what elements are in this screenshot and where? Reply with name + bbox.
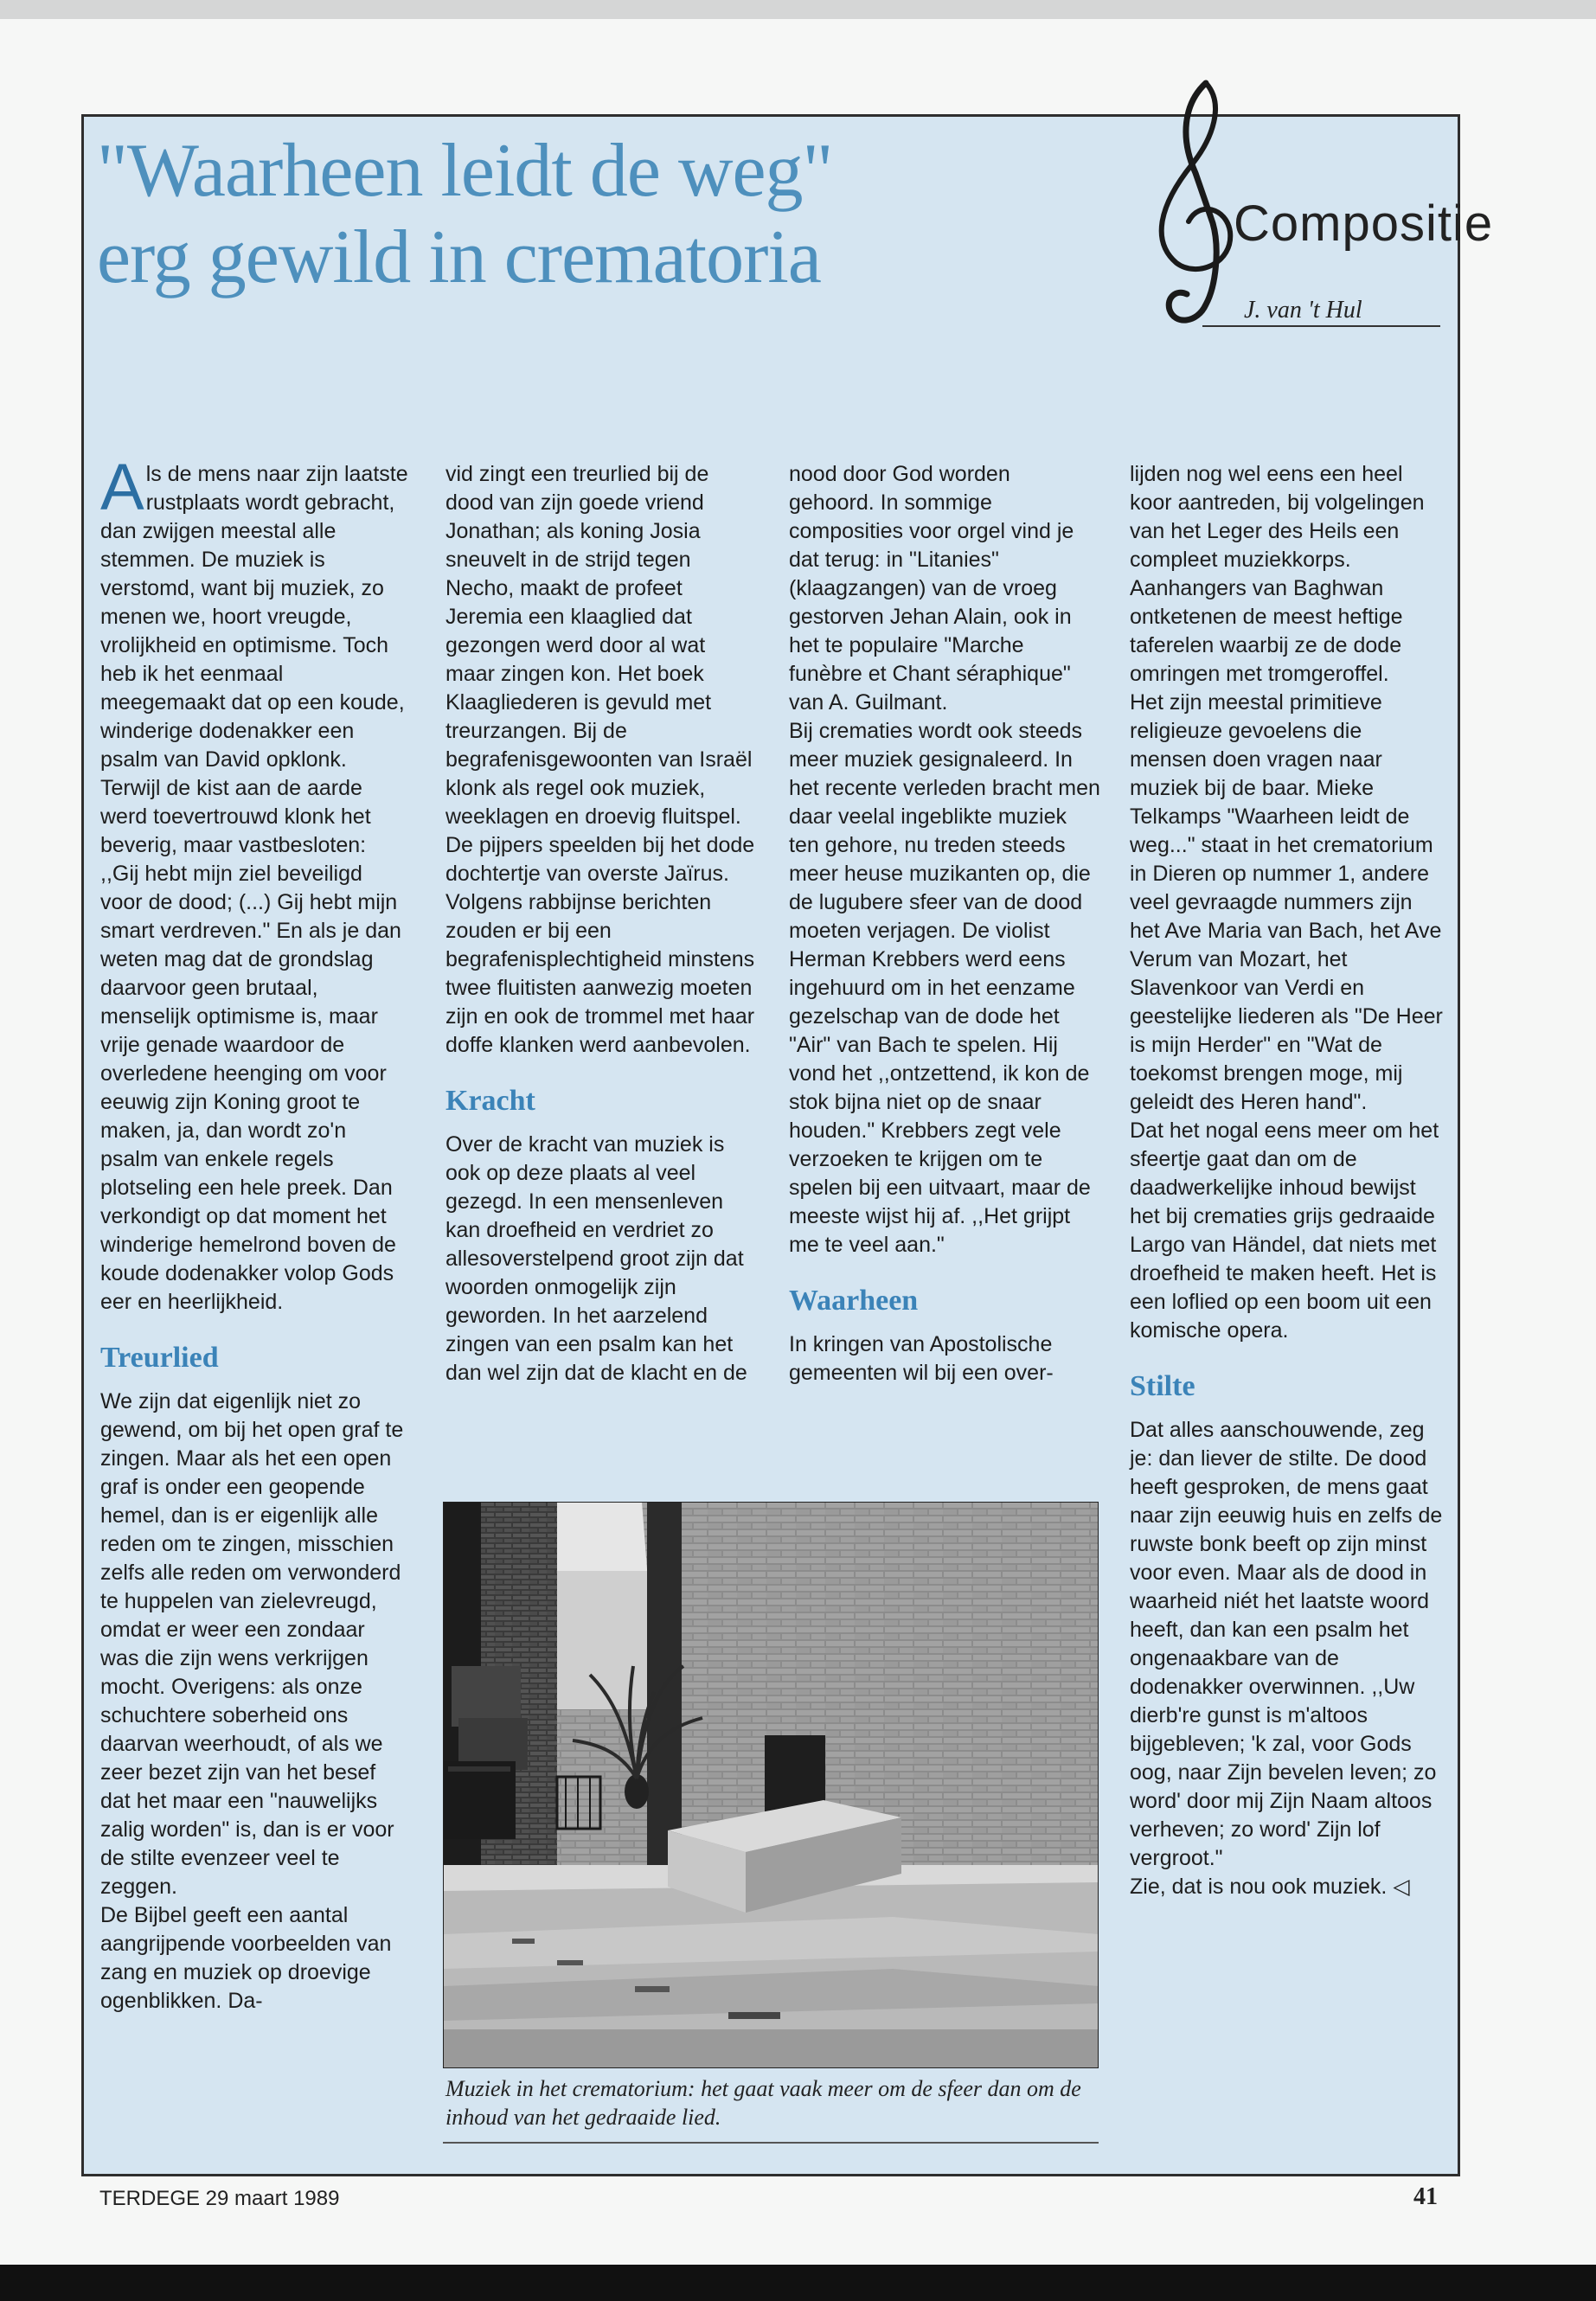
paragraph: Over de kracht van muziek is ook op deze plaats al veel gezegd. In een mensenleven kan droefheid en verdriet zo allesoverstelpend groot zijn dat woorden onmogelijk zijn geworden. In het aarzelend zingen van een psalm kan het dan wel zijn dat de klacht en de: [445, 1132, 747, 1385]
author-byline: J. van 't Hul: [1244, 297, 1362, 324]
closing-text: Zie, dat is nou ook muziek.: [1130, 1875, 1388, 1899]
article-column-3: [789, 460, 1100, 1388]
headline-line-1: "Waarheen leidt de weg": [97, 129, 833, 213]
column-title: Compositie: [1234, 195, 1494, 252]
paragraph: De Bijbel geeft een aantal aangrijpende voorbeelden van zang en muziek op droevige ogenblikken. Da-: [100, 1903, 392, 2013]
closing-line: [1130, 1873, 1443, 1901]
scan-bottom-edge: [0, 2265, 1596, 2301]
footer-publication: TERDEGE 29 maart 1989: [99, 2187, 340, 2210]
end-mark-icon: ◁: [1393, 1875, 1410, 1899]
paragraph: Dat alles aanschouwende, zeg je: dan liever de stilte. De dood heeft gesproken, de mens gaat naar zijn eeuwig huis en zelfs de ruwste bonk beeft op zijn minst voor even. Maar als de dood in waarheid niét het laatste woord heeft, dan kan een psalm het ongenaakbare van de dodenakker overwinnen. ,,Uw dierb're gunst is m'altoos bijgebleven; 'k zal, voor Gods oog, naar Zijn bevelen leven; zo word' door mij Zijn Naam altoos verheven; zo word' Zijn lof vergroot.": [1130, 1418, 1443, 1870]
article-column-4: [1130, 460, 1443, 1901]
paragraph: Bij crematies wordt ook steeds meer muziek gesignaleerd. In het recente verleden bracht men daar veelal ingeblikte muziek ten gehore, nu treden steeds meer heuse muzikanten op, die de lugubere sfeer van de dood moeten verjagen. De violist Herman Krebbers werd eens ingehuurd om in het eenzame gezelschap van de dode het "Air" van Bach te spelen. Hij vond het ,,ontzettend, ik kon de stok bijna niet op de snaar houden." Krebbers zegt vele verzoeken te krijgen om te spelen bij een uitvaart, maar de meeste wijst hij af. ,,Het grijpt me te veel aan.": [789, 719, 1100, 1257]
subhead-treurlied: Treurlied: [100, 1342, 219, 1374]
subhead-waarheen: Waarheen: [789, 1285, 919, 1317]
paragraph: nood door God worden gehoord. In sommige composities voor orgel vind je dat terug: in "Litanies" (klaagzangen) van de vroeg gestorven Jehan Alain, ook in het te populaire "Marche funèbre et Chant séraphique" van A. Guilmant.: [789, 462, 1074, 715]
intro-paragraph: [100, 451, 408, 1317]
paragraph: We zijn dat eigenlijk niet zo gewend, om bij het open graf te zingen. Maar als het een open graf is onder een geopende hemel, dan is er eigenlijk alle reden om te zingen, misschien zelfs alle reden om verwonderd te huppelen van zielevreugd, omdat er weer een zondaar was die zijn wens verkrijgen mocht. Overigens: als onze schuchtere soberheid ons daarvan weerhoudt, of als we zeer bezet zijn van het besef dat het maar een "nauwelijks zalig worden" is, dan is er voor de stilte evenzeer veel te zeggen.: [100, 1389, 404, 1899]
article-column-2: [445, 460, 757, 1388]
paragraph: In kringen van Apostolische gemeenten wil bij een over-: [789, 1332, 1054, 1385]
paragraph: Dat het nogal eens meer om het sfeertje gaat dan om de daadwerkelijke inhoud bewijst het bij crematies grijs gedraaide Largo van Händel, dat niets met droefheid te maken heeft. Het is een loflied op een boom uit een komische opera.: [1130, 1118, 1439, 1343]
headline: [97, 128, 1031, 301]
subhead-kracht: Kracht: [445, 1085, 535, 1117]
caption-rule: [443, 2142, 1099, 2144]
paragraph: lijden nog wel eens een heel koor aantreden, bij volgelingen van het Leger des Heils een compleet muziekkorps. Aanhangers van Baghwan ontketenen de meest heftige taferelen waarbij ze de dode omringen met tromgeroffel.: [1130, 462, 1425, 686]
page-number: 41: [1413, 2183, 1438, 2210]
paragraph: vid zingt een treurlied bij de dood van zijn goede vriend Jonathan; als koning Josia sneuvelt in de strijd tegen Necho, maakt de profeet Jeremia een klaaglied dat gezongen werd door al wat maar zingen kon. Het boek Klaagliederen is gevuld met treurzangen. Bij de begrafenisgewoonten van Israël klonk als regel ook muziek, weeklagen en droevig fluitspel. De pijpers speelden bij het dode dochtertje van overste Jaïrus. Volgens rabbijnse berichten zouden er bij een begrafenisplechtigheid minstens twee fluitisten aanwezig moeten zijn en ook de trommel met haar doffe klanken werd aanbevolen.: [445, 462, 755, 1057]
photo-caption: Muziek in het crematorium: het gaat vaak meer om de sfeer dan om de inhoud van het gedraaide lied.: [445, 2076, 1081, 2130]
crematorium-photo: [443, 1502, 1099, 2068]
drop-cap: A: [100, 451, 144, 524]
intro-text: ls de mens naar zijn laatste rustplaats wordt gebracht, dan zwijgen meestal alle stemmen. De muziek is verstomd, want bij muziek, zo menen we, hoort vreugde, vrolijkheid en optimisme. Toch heb ik het eenmaal meegemaakt dat op een koude, winderige dodenakker een psalm van David opklonk. Terwijl de kist aan de aarde werd toevertrouwd klonk het beverig, maar vastbesloten: ,,Gij hebt mijn ziel beveiligd voor de dood; (...) Gij hebt mijn smart verdreven." En als je dan weten mag dat de grondslag daarvoor geen brutaal, menselijk optimisme is, maar vrije genade waardoor de overledene heenging om voor eeuwig zijn Koning groot te maken, ja, dan wordt zo'n psalm van enkele regels plotseling een hele preek. Dan verkondigt op dat moment het winderige hemelrond boven de koude dodenakker volop Gods eer en heerlijkheid.: [100, 462, 408, 1314]
article-column-1: [100, 451, 408, 2016]
headline-line-2: erg gewild in crematoria: [97, 215, 821, 299]
paragraph: Het zijn meestal primitieve religieuze gevoelens die mensen doen vragen naar muziek bij de baar. Mieke Telkamps "Waarheen leidt de weg..." staat in het crematorium in Dieren op nummer 1, andere veel gevraagde nummers zijn het Ave Maria van Bach, het Ave Verum van Mozart, het Slavenkoor van Verdi en geestelijke liederen als "De Heer is mijn Herder" en "Wat de toekomst brengen moge, mij geleidt des Heren hand".: [1130, 690, 1443, 1114]
subhead-stilte: Stilte: [1130, 1370, 1195, 1402]
author-rule: [1202, 325, 1440, 327]
scan-top-edge: [0, 0, 1596, 19]
